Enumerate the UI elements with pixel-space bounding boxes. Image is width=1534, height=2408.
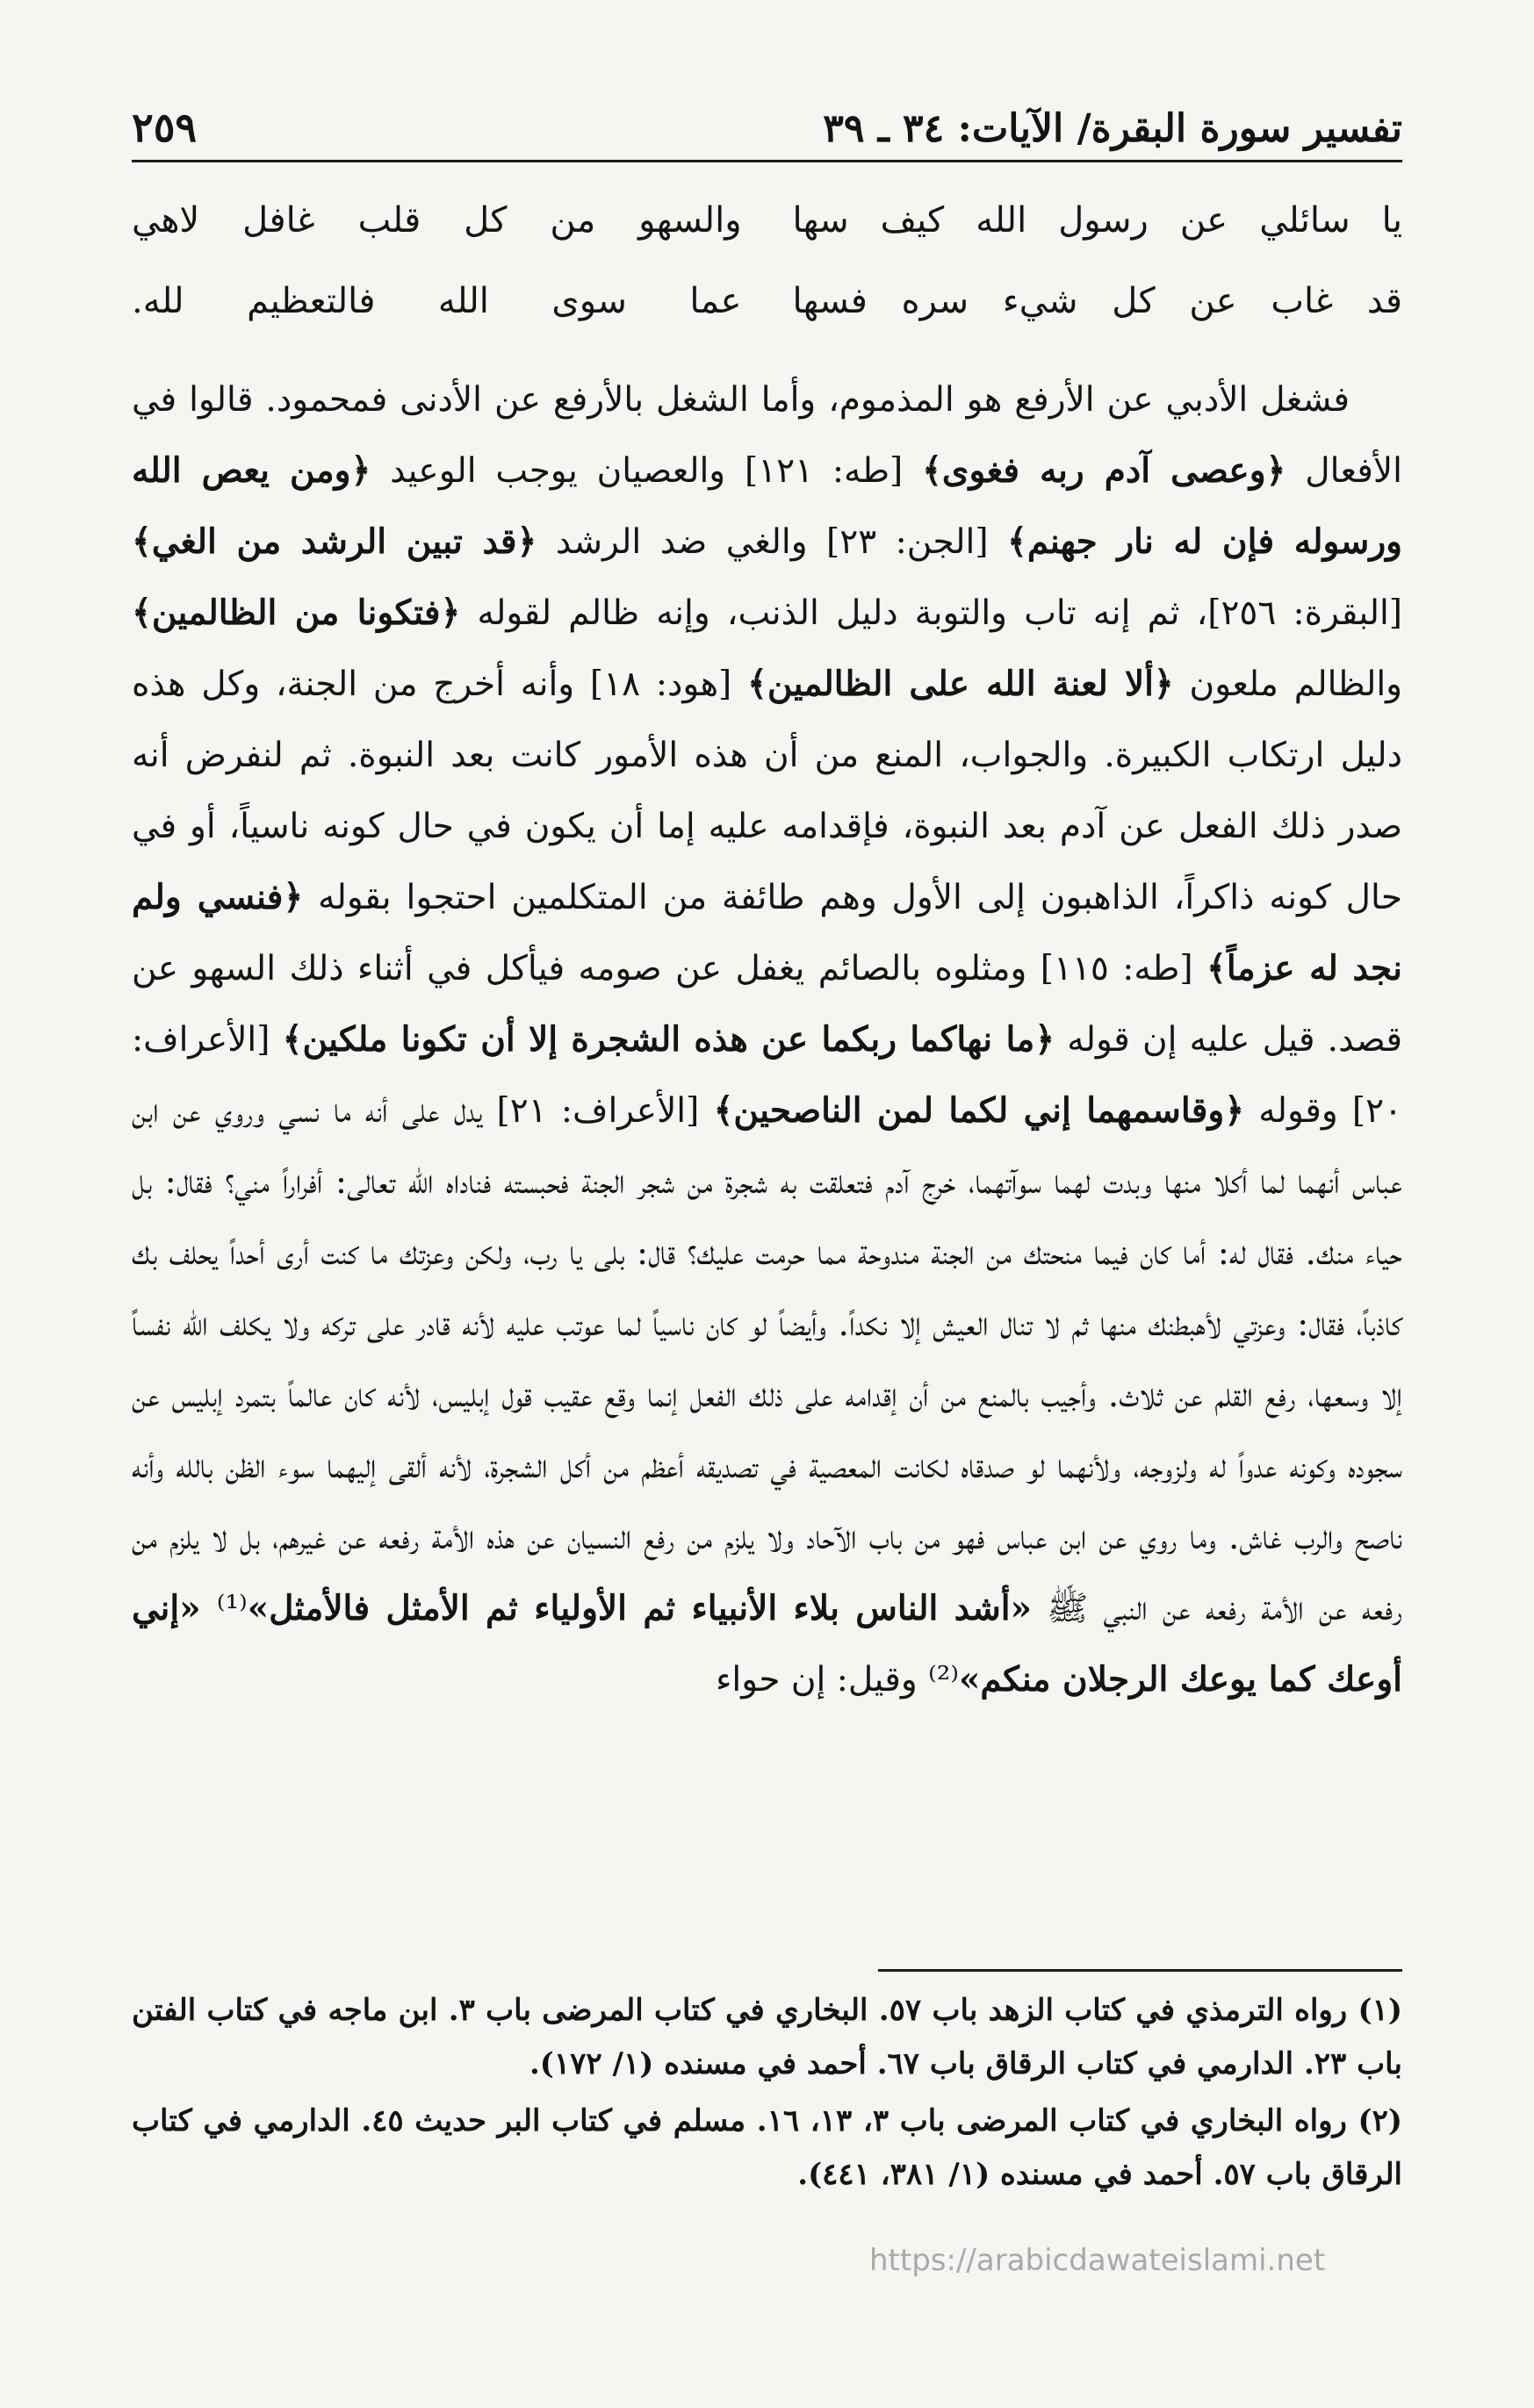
text-run: [الأعراف: ٢١] يدل على أنه ما نسي وروي عن ابن عباس أنهما لما أكلا منها وبدت لهما سوآتهما، خرج آدم فتعلقت به شجرة من شجر الجنة فحبسته فناداه الله تعالى: أفراراً مني؟ فقال: بل حياء منك. فقال له: أما كان فيما منحتك من الجنة مندوحة مما حرمت عليك؟ قال: بلى يا رب، ولكن وعزتك ما كنت أرى أحداً يحلف بك كاذباً، فقال: وعزتي لأهبطنك منها ثم لا تنال العيش إلا نكداً. وأيضاً لو كان ناسياً لما عوتب عليه لأنه قادر على تركه ولا يكلف الله نفساً إلا وسعها، رفع القلم عن ثلاث. وأجيب بالمنع من أن إقدامه على ذلك الفعل إنما وقع عقيب قول إبليس، لأنه كان عالماً بتمرد إبليس عن سجوده وكونه عدواً له ولزوجه، ولأنهما لو صدقاه لكانت المعصية في تصديقه أعظم من أكل الشجرة، لأنه ألقى إليهما سوء الظن بالله وأنه ناصح والرب غاش. وما روي عن ابن عباس فهو من باب الآحاد ولا يلزم من رفع النسيان عن هذه الأمة رفعه عن غيرهم، بل لا يلزم من رفعه عن الأمة رفعه عن النبي ﷺ bbox=[132, 1091, 1402, 1628]
poem-line bbox=[132, 180, 1402, 261]
page-number: ٢٥٩ bbox=[132, 104, 198, 151]
footnote-ref: ⁽¹⁾ bbox=[216, 1589, 248, 1628]
quran-verse: ﴿فتكونا من الظالمين﴾ bbox=[132, 593, 461, 633]
main-text bbox=[132, 364, 1402, 1715]
text-run: وقيل: إن حواء bbox=[716, 1660, 929, 1700]
text-run: فشغل الأدبي عن الأرفع هو المذموم، وأما الشغل بالأرفع عن الأدنى فمحمود. قالوا في الأفعال bbox=[132, 380, 1402, 491]
footnote-divider bbox=[878, 1969, 1402, 1972]
text-run: [هود: ١٨] وأنه أخرج من الجنة، وكل هذه دليل ارتكاب الكبيرة. والجواب، المنع من أن هذه الأمور كانت بعد النبوة. ثم لنفرض أنه صدر ذلك الفعل عن آدم بعد النبوة، فإقدامه عليه إما أن يكون في حال كونه ناسياً، أو في حال كونه ذاكراً، الذاهبون إلى الأول وهم طائفة من المتكلمين احتجوا بقوله bbox=[132, 665, 1402, 917]
text-run: [البقرة: ٢٥٦]، ثم إنه تاب والتوبة دليل الذنب، وإنه ظالم لقوله bbox=[460, 593, 1403, 633]
quran-verse: ﴿ما نهاكما ربكما عن هذه الشجرة إلا أن تكونا ملكين﴾ bbox=[282, 1019, 1055, 1060]
footnote-item: (٢) رواه البخاري في كتاب المرضى باب ٣، ١٣، ١٦. مسلم في كتاب البر حديث ٤٥. الدارمي في كتاب الرقاق باب ٥٧. أحمد في مسنده (١/ ٣٨١، ٤٤١). bbox=[132, 2103, 1402, 2192]
quran-verse: ﴿قد تبين الرشد من الغي﴾ bbox=[132, 521, 537, 562]
quran-verse: ﴿ألا لعنة الله على الظالمين﴾ bbox=[747, 664, 1174, 704]
poem-verses bbox=[132, 180, 1402, 341]
footnotes bbox=[132, 1984, 1402, 2205]
text-run: [طه: ١١٥] ومثلوه بالصائم يغفل عن صومه فيأكل في أثناء ذلك السهو عن قصد. قيل عليه إن قوله bbox=[132, 949, 1403, 1060]
quran-verse: ﴿ومن يعص الله ورسوله فإن له نار جهنم﴾ bbox=[132, 450, 1403, 562]
quran-verse: ﴿وعصى آدم ربه فغوى﴾ bbox=[922, 450, 1286, 491]
body-paragraph bbox=[132, 364, 1402, 1715]
header-title: تفسير سورة البقرة/ الآيات: ٣٤ ـ ٣٩ bbox=[823, 106, 1402, 151]
text-run: [الجن: ٢٣] والغي ضد الرشد bbox=[537, 522, 1008, 562]
hemistich-second: عما سوى الله فالتعظيم لله. bbox=[132, 281, 742, 321]
quran-verse: ﴿وقاسمهما إني لكما لمن الناصحين﴾ bbox=[713, 1090, 1245, 1131]
running-header bbox=[132, 81, 1402, 162]
text-run: [الأعراف: ٢٠] وقوله bbox=[132, 1020, 1402, 1131]
hemistich-first: يا سائلي عن رسول الله كيف سها bbox=[792, 200, 1402, 241]
hemistich-second: والسهو من كل قلب غافل لاهي bbox=[132, 200, 742, 241]
text-run: والظالم ملعون bbox=[1173, 665, 1402, 704]
hadith-quote: «أشد الناس بلاء الأنبياء ثم الأولياء ثم الأمثل فالأمثل» bbox=[247, 1588, 1032, 1628]
watermark-url: https://arabicdawateislami.net bbox=[869, 2243, 1326, 2278]
poem-line bbox=[132, 261, 1402, 341]
footnote-item: (١) رواه الترمذي في كتاب الزهد باب ٥٧. البخاري في كتاب المرضى باب ٣. ابن ماجه في كتاب الفتن باب ٢٣. الدارمي في كتاب الرقاق باب ٦٧. أحمد في مسنده (١/ ١٧٢). bbox=[132, 1993, 1402, 2081]
hadith-quote: «إني أوعك كما يوعك الرجلان منكم» bbox=[132, 1588, 1402, 1700]
footnote-ref: ⁽²⁾ bbox=[928, 1660, 959, 1700]
text-run: [طه: ١٢١] والعصيان يوجب الوعيد bbox=[371, 451, 923, 491]
quran-verse: ﴿فنسي ولم نجد له عزماً﴾ bbox=[132, 877, 1402, 988]
hemistich-first: قد غاب عن كل شيء سره فسها bbox=[792, 281, 1402, 321]
